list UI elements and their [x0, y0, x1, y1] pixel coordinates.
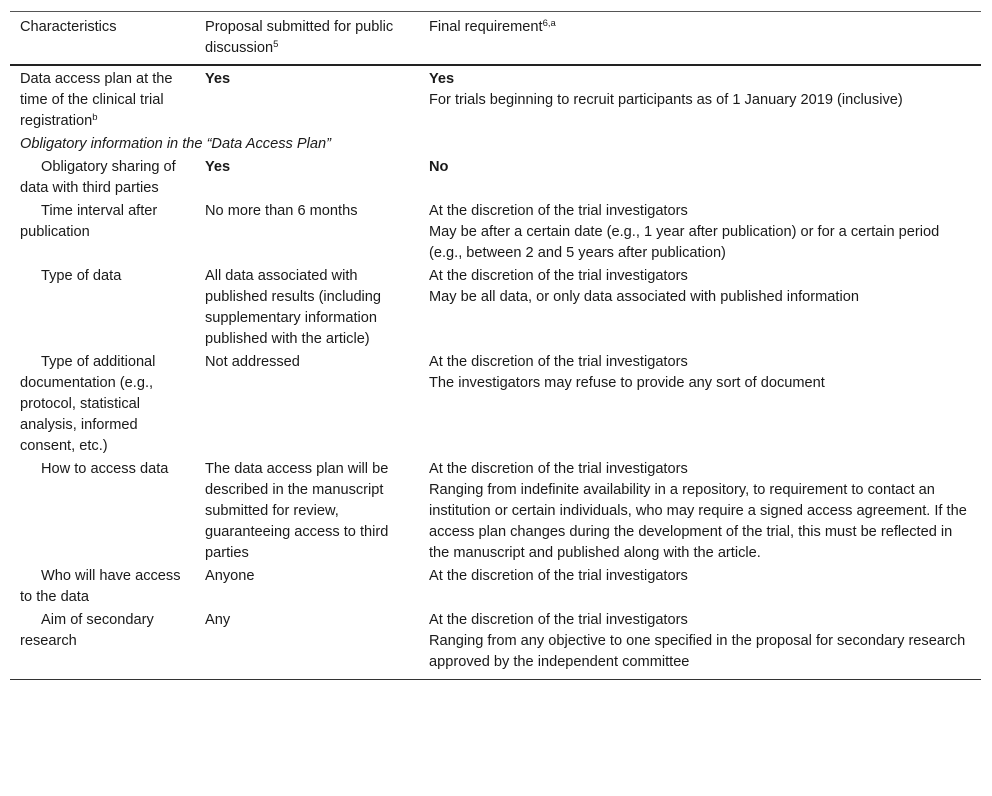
row-label: Type of additional documentation (e.g., protocol, statistical analysis, informed consent, etc.) [20, 354, 156, 454]
row-final-detail: Ranging from indefinite availability in a repository, to requirement to contact an institution or certain individuals, who may require a signed access agreement. If the access plan changes during the development of the trial, this must be reflected in the manuscript and published along with the article. [429, 482, 967, 561]
row-proposal: Anyone [205, 568, 255, 584]
row-proposal: Yes [205, 159, 231, 175]
row-final [419, 65, 981, 133]
row-final-main: No [429, 159, 449, 175]
row-final [419, 458, 981, 565]
header-final-requirement: Final requirement$^{6,a}$ [429, 18, 556, 35]
row-final-main: At the discretion of the trial investigators [429, 354, 688, 370]
table-row [10, 565, 981, 609]
row-label: Data access plan at the time of the clinical trial registration$^b$ [20, 71, 173, 129]
table-row [10, 156, 981, 200]
row-final-main: At the discretion of the trial investigators [429, 612, 688, 628]
row-proposal: Any [205, 612, 231, 628]
row-label-ref: b [92, 112, 98, 123]
row-final-main: At the discretion of the trial investigators [429, 203, 688, 219]
row-proposal: Yes [205, 71, 231, 87]
row-final-main: At the discretion of the trial investigators [429, 461, 688, 477]
row-proposal: All data associated with published results (including supplementary information published with the article) [205, 268, 382, 347]
row-final-detail: Ranging from any objective to one specified in the proposal for secondary research approved by the independent committee [429, 633, 966, 670]
row-final-detail: For trials beginning to recruit participants as of 1 January 2019 (inclusive) [429, 92, 903, 108]
table-row [10, 265, 981, 351]
table-row [10, 65, 981, 133]
table-row [10, 351, 981, 458]
header-row [10, 12, 981, 66]
row-label: Time interval after publication [20, 203, 158, 240]
row-label: Type of data [41, 268, 122, 284]
table-row [10, 200, 981, 265]
header-final-ref: 6,a [542, 18, 556, 29]
row-label: Aim of secondary research [20, 612, 154, 649]
row-final [419, 351, 981, 458]
row-final [419, 200, 981, 265]
row-final-main: Yes [429, 71, 455, 87]
table-container [10, 11, 981, 680]
table-row [10, 458, 981, 565]
data-access-table [10, 11, 981, 680]
row-proposal: The data access plan will be described in the manuscript submitted for review, guaranteeing access to third parties [205, 461, 389, 561]
row-final [419, 265, 981, 351]
row-final-detail: May be all data, or only data associated with published information [429, 289, 859, 305]
table-row [10, 609, 981, 680]
row-final-detail: The investigators may refuse to provide any sort of document [429, 375, 825, 391]
header-proposal-ref: 5 [273, 39, 279, 50]
section-heading: Obligatory information in the “Data Access Plan” [20, 136, 331, 152]
row-final [419, 609, 981, 680]
row-proposal: Not addressed [205, 354, 300, 370]
section-row [10, 133, 981, 156]
row-label: Obligatory sharing of data with third parties [20, 159, 176, 196]
row-proposal: No more than 6 months [205, 203, 358, 219]
row-final-main: At the discretion of the trial investigators [429, 268, 688, 284]
header-characteristics: Characteristics [20, 19, 117, 35]
row-final-main: At the discretion of the trial investigators [429, 568, 688, 584]
row-final [419, 565, 981, 609]
row-final [419, 156, 981, 200]
row-label: Who will have access to the data [20, 568, 181, 605]
header-proposal: Proposal submitted for public discussion$^5$ [205, 19, 394, 56]
row-final-detail: May be after a certain date (e.g., 1 year after publication) or for a certain period (e.g., between 2 and 5 years after publication) [429, 224, 940, 261]
row-label: How to access data [41, 461, 169, 477]
